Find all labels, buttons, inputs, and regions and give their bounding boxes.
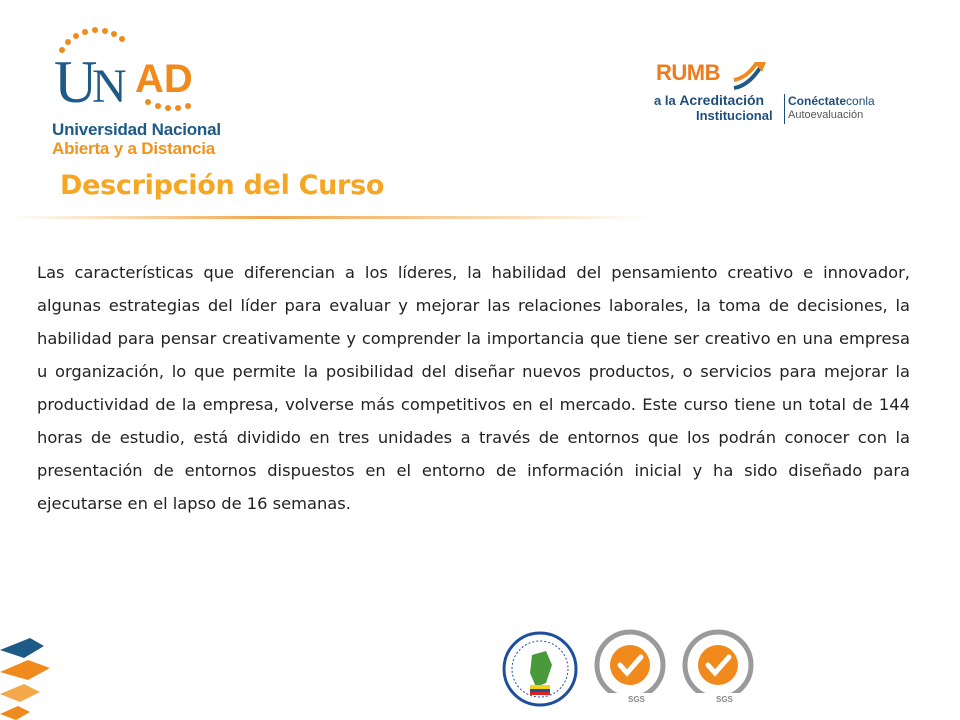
sgs-label-1: SGS bbox=[628, 695, 645, 704]
course-description: Las características que diferencian a los líderes, la habilidad del pensamiento creativo e innovador, algunas estrategias del líder para evaluar y mejorar las relaciones laborales, la toma de decisiones, la habilidad para pensar creativamente y comprender la importancia que tiene ser creativo en una empresa u organización, lo que permite la posibilidad del diseñar nuevos productos, o servicios para mejorar la productividad de la empresa, volverse más competitivos en el mercado. Este curso tiene un total de 144 horas de estudio, está dividido en tres unidades a través de entornos que los podrán conocer con la presentación de entornos dispuestos en el entorno de información inicial y ha sido diseñado para ejecutarse en el lapso de 16 semanas. bbox=[37, 263, 910, 513]
sgs-label-2: SGS bbox=[716, 695, 733, 704]
unad-wordmark-ad: AD bbox=[135, 57, 193, 101]
rumbo-right-line1 bbox=[788, 94, 875, 108]
unad-name-line1: Universidad Nacional bbox=[52, 120, 221, 139]
unad-name-line2: Abierta y a Distancia bbox=[52, 139, 216, 158]
unad-logo bbox=[40, 20, 240, 165]
rumbo-divider bbox=[784, 94, 785, 124]
rumbo-line2: Institucional bbox=[696, 108, 773, 123]
rumbo-line1 bbox=[654, 92, 764, 108]
unad-name bbox=[52, 120, 221, 158]
rumbo-line1-emphasis: Acreditación bbox=[679, 92, 765, 108]
rumbo-line1-prefix: a la bbox=[654, 93, 676, 108]
page-title: Descripción del Curso bbox=[60, 170, 385, 201]
rumbo-word: RUMB bbox=[656, 60, 720, 85]
swoosh-arrows-icon bbox=[0, 628, 60, 720]
unad-wordmark-u: U bbox=[54, 49, 98, 115]
unad-logo-mark bbox=[40, 20, 240, 120]
unad-wordmark-n: N bbox=[92, 60, 127, 113]
rumbo-logo bbox=[652, 58, 912, 128]
rumbo-right-line2: Autoevaluación bbox=[788, 109, 864, 121]
colombia-seal-icon bbox=[500, 625, 580, 713]
rumbo-right-bold: Conéctate bbox=[788, 94, 847, 108]
certification-seals bbox=[500, 625, 770, 717]
rumbo-right-normal: conla bbox=[846, 94, 875, 108]
title-divider bbox=[10, 216, 650, 219]
rumbo-arrows-icon bbox=[730, 58, 770, 92]
